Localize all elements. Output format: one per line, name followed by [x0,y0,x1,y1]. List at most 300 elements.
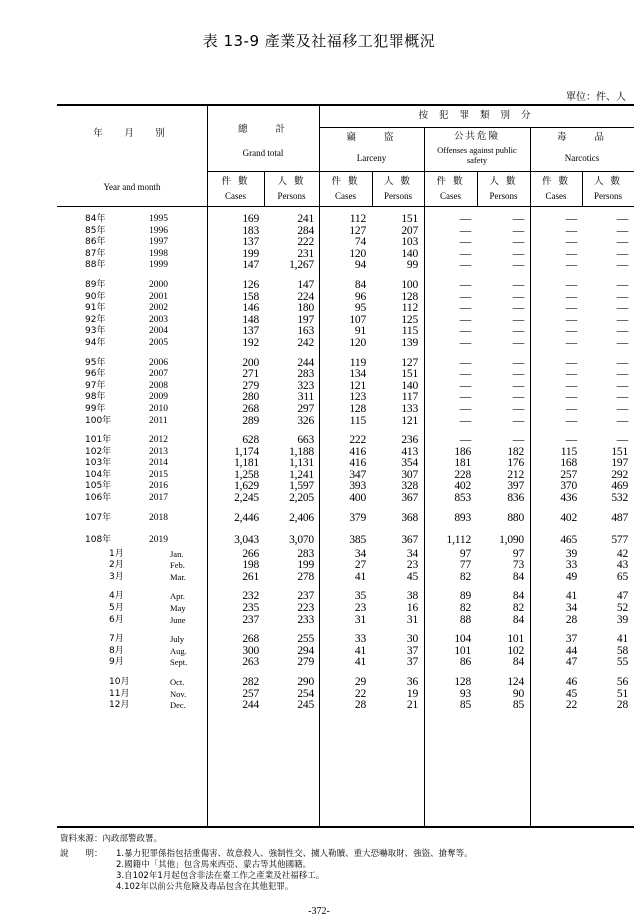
table-cell: — [459,213,471,225]
row-label-zh: 92年 [85,314,106,325]
table-cell: 134 [349,368,366,381]
row-spacer [57,505,634,513]
note-2: 2.國籍中「其他」包含馬來西亞、蒙古等其他國籍。 [116,860,312,870]
row-label-zh: 97年 [85,380,106,391]
table-bottom-rule [57,826,634,828]
table-cell: 402 [454,480,471,493]
table-cell: — [512,325,524,338]
row-label-zh: 86年 [85,237,106,248]
table-cell: 96 [354,290,366,303]
row-label-en: 1996 [149,225,168,236]
table-cell: 151 [401,368,418,381]
table-cell: 235 [242,602,259,615]
table-cell: — [459,368,471,381]
table-cell: 379 [349,511,366,524]
row-spacer [57,669,634,677]
table-row [57,513,634,527]
table-cell: 3,043 [234,533,259,546]
row-label-en: 2016 [149,481,168,492]
table-row [57,292,634,304]
table-cell: 266 [242,547,259,560]
larceny-header-en: Larceny [356,153,387,163]
table-row [57,657,634,669]
table-cell: — [616,434,628,447]
table-cell: 120 [349,247,366,260]
table-row [57,226,634,238]
page-title: 表 13-9 產業及社福移工犯罪概況 [202,32,436,50]
row-label-zh: 10月 [109,677,130,687]
table-cell: 99 [406,259,418,272]
row-label-en: Feb. [170,560,185,571]
row-label-en: 2011 [149,415,168,426]
table-cell: — [616,391,628,404]
row-label-zh: 108年 [85,534,112,545]
narcotics-header-en: Narcotics [564,153,600,163]
table-cell: 74 [354,236,366,249]
table-cell: 31 [354,613,366,626]
row-label-en: Aug. [170,645,187,656]
table-cell: 402 [560,511,577,524]
row-label-zh: 87年 [85,248,106,259]
table-row [57,249,634,261]
row-label-zh: 105年 [85,481,112,492]
table-cell: 469 [611,480,628,493]
table-cell: — [565,213,577,225]
table-cell: 16 [406,602,418,615]
table-cell: — [512,278,524,291]
table-cell: 121 [349,379,366,392]
row-label-zh: 88年 [85,260,106,271]
table-cell: — [459,224,471,237]
table-cell: 21 [406,699,418,712]
table-cell: 222 [297,236,314,249]
table-cell: 23 [406,559,418,572]
period-header-zh: 年 月 別 [93,128,171,139]
row-label-en: 2006 [149,357,168,368]
table-cell: 85 [459,699,471,712]
table-row [57,689,634,701]
table-cell: 416 [349,457,366,470]
row-label-en: June [170,614,186,625]
table-cell: 94 [354,259,366,272]
table-cell: — [616,402,628,415]
table-cell: 1,597 [289,480,314,493]
table-cell: 207 [401,224,418,237]
table-cell: — [565,247,577,260]
table-cell: 37 [406,644,418,657]
row-label-zh: 6月 [109,614,124,625]
note-1: 1.暴力犯罪係指包括重傷害、故意殺人、強制性交、擄人勒贖、重大恐嚇取財、強盜、搶奪等。 [116,849,473,859]
table-cell: — [459,434,471,447]
table-cell: 397 [507,480,524,493]
table-cell: 124 [507,676,524,688]
table-cell: 89 [459,590,471,603]
table-cell: 85 [512,699,524,712]
table-row [57,315,634,327]
row-label-en: Apr. [170,591,185,602]
table-row [57,326,634,338]
row-label-en: 2013 [149,446,168,457]
row-spacer [57,626,634,634]
table-cell: 47 [565,656,577,669]
table-cell: — [459,278,471,291]
row-label-en: 2007 [149,369,168,380]
table-cell: 30 [406,633,418,646]
table-cell: 28 [616,699,628,712]
table-cell: 244 [242,699,259,712]
row-label-en: Dec. [170,700,186,711]
table-cell: 117 [401,391,418,404]
table-cell: — [565,224,577,237]
table-cell: 577 [611,533,628,546]
table-cell: 39 [616,613,628,626]
table-row [57,646,634,658]
table-cell: 139 [401,336,418,349]
table-cell: — [616,356,628,369]
table-cell: — [565,259,577,272]
table-cell: 35 [354,590,366,603]
cases-header-en: Cases [545,191,567,201]
row-label-zh: 11月 [109,688,130,699]
table-cell: 326 [297,414,314,427]
table-cell: — [459,379,471,392]
table-cell: 84 [512,656,524,669]
row-label-zh: 104年 [85,469,112,480]
table-cell: 49 [565,570,577,583]
table-cell: 836 [507,492,524,505]
table-cell: — [512,302,524,315]
table-cell: 197 [297,313,314,326]
table-cell: 368 [401,511,418,524]
table-cell: 283 [297,547,314,560]
table-cell: 279 [242,379,259,392]
table-cell: 84 [512,570,524,583]
row-label-en: 2015 [149,469,168,480]
table-cell: — [512,379,524,392]
row-label-en: 2002 [149,303,168,314]
table-cell: 41 [354,644,366,657]
row-label-en: Mar. [170,571,186,582]
table-cell: 282 [242,676,259,688]
table-cell: 43 [616,559,628,572]
table-cell: — [616,313,628,326]
table-cell: 176 [507,457,524,470]
table-cell: — [616,368,628,381]
table-cell: 107 [349,313,366,326]
table-cell: — [512,247,524,260]
row-label-zh: 101年 [85,435,112,446]
page-number: -372- [308,906,330,917]
table-cell: — [512,414,524,427]
row-label-zh: 98年 [85,392,106,403]
row-label-zh: 12月 [109,700,130,711]
row-label-zh: 107年 [85,512,112,523]
table-cell: 88 [459,613,471,626]
table-cell: 125 [401,313,418,326]
table-cell: 45 [406,570,418,583]
table-cell: 97 [459,547,471,560]
row-label-zh: 7月 [109,634,124,645]
divider [319,127,634,128]
table-cell: — [565,290,577,303]
table-cell: 199 [297,559,314,572]
table-cell: 41 [354,570,366,583]
row-label-en: 1999 [149,260,168,271]
row-label-en: Sept. [170,657,188,668]
table-cell: 112 [401,302,418,315]
table-cell: 33 [354,633,366,646]
row-label-en: 2009 [149,392,168,403]
cases-header-en: Cases [440,191,461,201]
table-row [57,338,634,350]
table-cell: 22 [354,687,366,700]
row-label-zh: 102年 [85,446,112,457]
table-row [57,700,634,712]
row-label-zh: 90年 [85,291,106,302]
table-row [57,404,634,416]
table-cell: 51 [616,687,628,700]
table-cell: 290 [297,676,314,688]
table-row [57,535,634,549]
table-cell: 123 [349,391,366,404]
table-cell: — [512,356,524,369]
table-cell: 416 [349,445,366,458]
data-table-body [57,214,634,712]
table-row [57,447,634,459]
table-cell: 84 [354,278,366,291]
table-cell: 33 [565,559,577,572]
table-cell: 37 [565,633,577,646]
table-cell: 880 [507,511,524,524]
table-cell: 119 [349,356,366,369]
table-cell: 44 [565,644,577,657]
table-cell: — [512,434,524,447]
table-cell: — [565,236,577,249]
table-cell: 31 [406,613,418,626]
period-header-en: Year and month [103,182,161,192]
persons-header-zh: 人 數 [593,176,623,187]
table-cell: 93 [459,687,471,700]
table-cell: 393 [349,480,366,493]
table-cell: — [565,302,577,315]
table-cell: 86 [459,656,471,669]
table-cell: 128 [349,402,366,415]
grand-total-header-en: Grand total [242,148,284,158]
table-cell: 104 [454,633,471,646]
table-cell: 182 [507,445,524,458]
table-cell: — [565,434,577,447]
table-cell: 663 [297,434,314,447]
table-cell: 101 [454,644,471,657]
table-cell: 133 [401,402,418,415]
table-cell: 115 [349,414,366,427]
table-cell: — [459,247,471,260]
table-cell: 232 [242,590,259,603]
table-cell: 127 [401,356,418,369]
row-label-zh: 95年 [85,357,106,368]
public-safety-header-en: Offenses against public safety [437,145,517,166]
table-cell: 65 [616,570,628,583]
row-label-zh: 99年 [85,403,106,414]
table-cell: 95 [354,302,366,315]
table-cell: 1,181 [234,457,259,470]
row-spacer [57,272,634,280]
row-label-en: Oct. [170,677,185,687]
table-cell: 22 [565,699,577,712]
table-cell: 853 [454,492,471,505]
table-cell: — [459,290,471,303]
table-cell: 261 [242,570,259,583]
row-label-zh: 89年 [85,279,106,290]
cases-header-zh: 件 數 [541,176,571,187]
table-cell: 102 [507,644,524,657]
table-cell: — [512,259,524,272]
table-cell: 233 [297,613,314,626]
row-label-en: 2012 [149,435,168,446]
table-cell: 137 [242,325,259,338]
table-cell: 37 [406,656,418,669]
table-cell: 147 [297,278,314,291]
table-cell: — [565,278,577,291]
table-row [57,615,634,627]
table-cell: 367 [401,492,418,505]
row-label-zh: 2月 [109,560,124,571]
table-cell: 112 [349,213,366,225]
table-row [57,493,634,505]
table-cell: 2,406 [289,511,314,524]
row-label-en: 2005 [149,337,168,348]
table-cell: 180 [297,302,314,315]
row-label-en: 2019 [149,534,168,545]
table-cell: 465 [560,533,577,546]
table-cell: 236 [401,434,418,447]
row-label-zh: 8月 [109,645,124,656]
table-cell: 628 [242,434,259,447]
table-cell: 297 [297,402,314,415]
table-cell: 271 [242,368,259,381]
row-label-en: 1998 [149,248,168,259]
table-cell: 91 [354,325,366,338]
table-cell: — [459,259,471,272]
table-cell: — [512,391,524,404]
table-cell: 244 [297,356,314,369]
table-cell: 222 [349,434,366,447]
table-row [57,572,634,584]
table-cell: 347 [349,468,366,481]
table-cell: 28 [354,699,366,712]
table-cell: 223 [297,602,314,615]
table-cell: 82 [459,570,471,583]
table-cell: 97 [512,547,524,560]
larceny-header-zh: 竊 盜 [346,132,397,143]
table-row [57,358,634,370]
table-cell: 487 [611,511,628,524]
row-label-en: 1995 [149,214,168,224]
table-cell: — [512,402,524,415]
table-row [57,416,634,428]
row-label-zh: 9月 [109,657,124,668]
table-cell: 1,090 [499,533,524,546]
table-row [57,481,634,493]
row-label-en: 2004 [149,326,168,337]
source-note: 資料來源：內政部警政署。 [60,834,163,844]
table-row [57,435,634,447]
row-label-en: Nov. [170,688,187,699]
table-cell: 224 [297,290,314,303]
table-cell: 1,629 [234,480,259,493]
table-cell: 82 [512,602,524,615]
table-cell: — [616,379,628,392]
cases-header-zh: 件 數 [436,176,465,187]
by-crime-header: 按 犯 罪 類 別 分 [418,110,535,121]
table-cell: — [565,402,577,415]
table-cell: — [616,259,628,272]
table-cell: 212 [507,468,524,481]
table-cell: — [616,336,628,349]
table-cell: — [565,391,577,404]
row-label-en: 2017 [149,493,168,504]
table-row [57,369,634,381]
table-row [57,392,634,404]
table-cell: 128 [454,676,471,688]
table-cell: — [565,356,577,369]
table-cell: 151 [611,445,628,458]
table-cell: 192 [242,336,259,349]
row-label-zh: 93年 [85,326,106,337]
table-cell: 2,446 [234,511,259,524]
table-cell: 413 [401,445,418,458]
table-cell: 29 [354,676,366,688]
table-cell: — [459,356,471,369]
table-row [57,603,634,615]
table-cell: 228 [454,468,471,481]
table-row [57,560,634,572]
table-cell: 328 [401,480,418,493]
table-cell: 52 [616,602,628,615]
table-cell: 103 [401,236,418,249]
table-cell: — [459,313,471,326]
table-cell: — [565,313,577,326]
table-cell: 84 [512,590,524,603]
table-cell: 241 [297,213,314,225]
table-cell: 300 [242,644,259,657]
table-cell: 45 [565,687,577,700]
table-cell: 100 [401,278,418,291]
table-cell: — [616,325,628,338]
table-cell: 268 [242,402,259,415]
table-row [57,591,634,603]
unit-label: 單位：件、人 [566,92,626,103]
table-cell: 323 [297,379,314,392]
table-row [57,260,634,272]
table-cell: 34 [354,547,366,560]
table-row [57,381,634,393]
row-spacer [57,583,634,591]
table-cell: 140 [401,247,418,260]
row-label-zh: 103年 [85,458,112,469]
table-cell: 41 [565,590,577,603]
persons-header-en: Persons [489,191,518,201]
table-cell: 280 [242,391,259,404]
table-cell: 385 [349,533,366,546]
table-row [57,237,634,249]
table-cell: 263 [242,656,259,669]
row-label-en: 2010 [149,403,168,414]
row-label-zh: 96年 [85,369,106,380]
table-cell: 279 [297,656,314,669]
row-label-en: 2018 [149,512,168,523]
table-cell: 1,241 [289,468,314,481]
